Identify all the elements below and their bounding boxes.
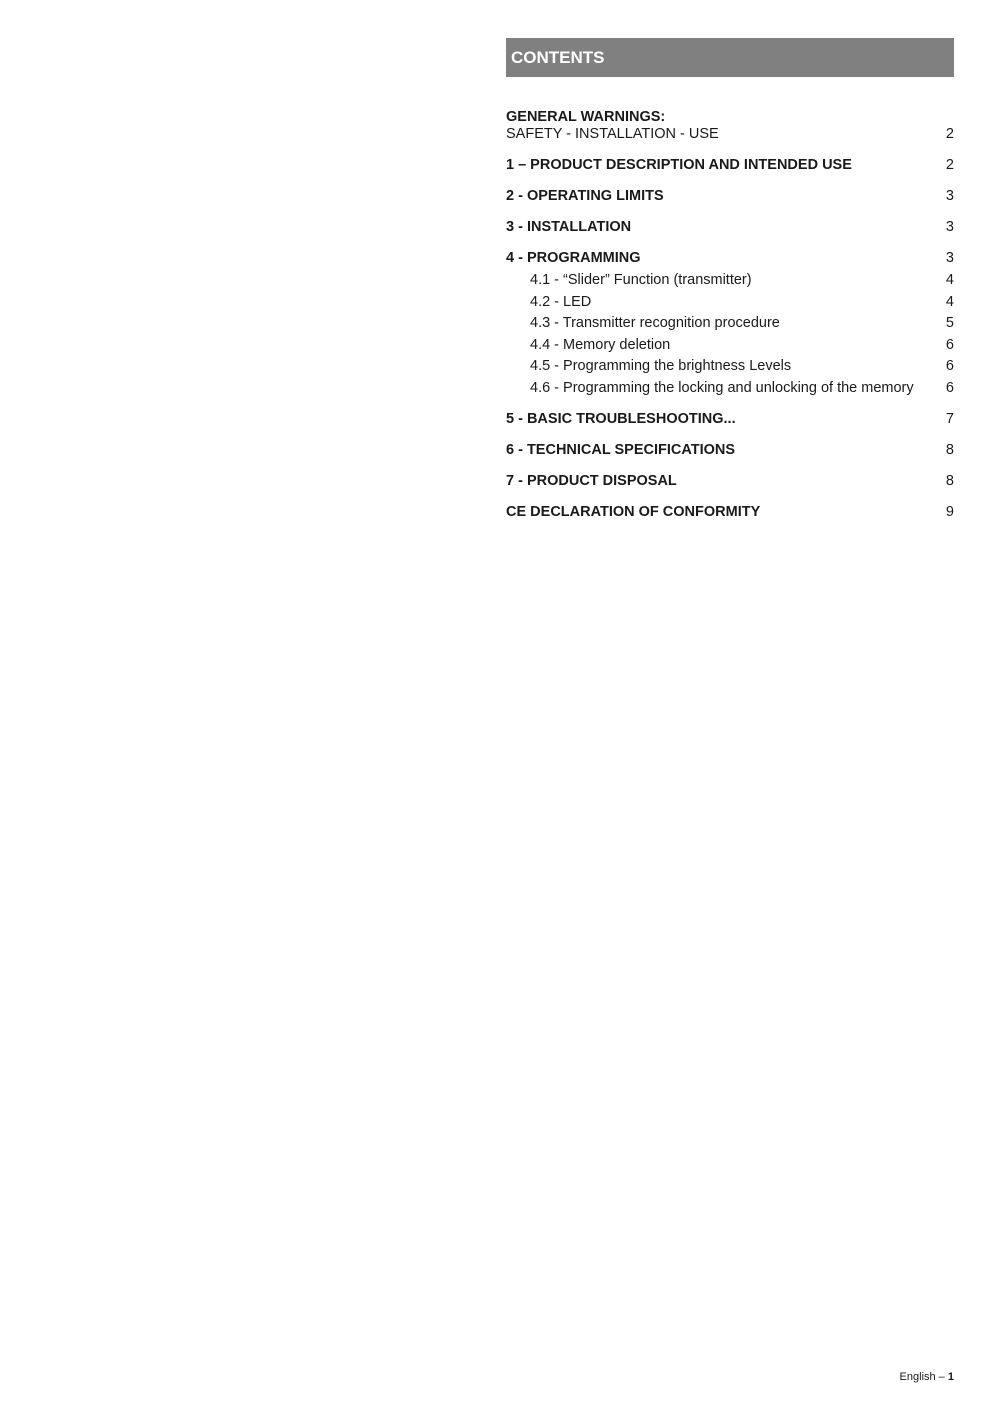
toc-entry-title: 4.2 - LED bbox=[530, 293, 592, 310]
toc-entry-page: 5 bbox=[945, 315, 954, 331]
toc-entry-title: 4.6 - Programming the locking and unlocking of the memory bbox=[530, 379, 914, 396]
toc-entry-page: 6 bbox=[945, 379, 954, 396]
toc-general-warnings-heading[interactable] bbox=[506, 109, 954, 126]
toc-entry-title: 2 - OPERATING LIMITS bbox=[506, 188, 664, 204]
toc-entry-page: 6 bbox=[945, 358, 954, 374]
toc-entry-title: 4.4 - Memory deletion bbox=[530, 336, 671, 353]
contents-header bbox=[506, 38, 954, 77]
toc-entry-title: SAFETY - INSTALLATION - USE bbox=[506, 126, 719, 142]
toc-entry-page: 8 bbox=[945, 441, 954, 458]
footer-language: English – bbox=[899, 1371, 945, 1383]
toc-entry-title: GENERAL WARNINGS: bbox=[506, 109, 666, 125]
toc-section-1[interactable] bbox=[506, 157, 954, 174]
toc-section-6[interactable] bbox=[506, 442, 954, 459]
toc-subsection-4-1[interactable] bbox=[506, 272, 954, 289]
toc-entry-page: 7 bbox=[945, 410, 954, 427]
toc-entry-title: 4.3 - Transmitter recognition procedure bbox=[530, 315, 780, 331]
toc-entry-page: 9 bbox=[945, 503, 954, 520]
toc-section-7[interactable] bbox=[506, 473, 954, 490]
toc-entry-title: 4 - PROGRAMMING bbox=[506, 250, 641, 266]
toc-subsection-4-5[interactable] bbox=[506, 358, 954, 375]
toc-entry-page: 3 bbox=[945, 188, 954, 204]
toc-entry-title: 5 - BASIC TROUBLESHOOTING... bbox=[506, 410, 736, 427]
toc-entry-page: 2 bbox=[945, 126, 954, 142]
table-of-contents bbox=[506, 109, 954, 521]
toc-section-5[interactable] bbox=[506, 411, 954, 428]
toc-entry-page: 4 bbox=[945, 272, 954, 288]
toc-subsection-4-2[interactable] bbox=[506, 294, 954, 311]
toc-entry-page: 2 bbox=[945, 157, 954, 173]
toc-subsection-4-6[interactable] bbox=[506, 380, 954, 397]
toc-entry-title: 4.5 - Programming the brightness Levels bbox=[530, 358, 792, 374]
toc-section-4[interactable] bbox=[506, 250, 954, 267]
toc-entry-title: 7 - PRODUCT DISPOSAL bbox=[506, 472, 677, 489]
toc-entry-page: 3 bbox=[945, 250, 954, 266]
toc-section-3[interactable] bbox=[506, 219, 954, 236]
toc-entry-page: 3 bbox=[945, 219, 954, 235]
toc-entry-title: 3 - INSTALLATION bbox=[506, 219, 632, 235]
toc-section-ce-declaration[interactable] bbox=[506, 504, 954, 521]
toc-entry-title: CE DECLARATION OF CONFORMITY bbox=[506, 503, 761, 520]
toc-entry-page: 8 bbox=[945, 472, 954, 489]
toc-subsection-4-4[interactable] bbox=[506, 337, 954, 354]
toc-general-warnings-row[interactable] bbox=[506, 126, 954, 143]
toc-entry-title: 1 – PRODUCT DESCRIPTION AND INTENDED USE bbox=[506, 157, 852, 173]
footer-page-number: 1 bbox=[947, 1371, 954, 1383]
toc-entry-page: 4 bbox=[945, 293, 954, 310]
toc-entry-page: 6 bbox=[945, 336, 954, 353]
toc-subsection-4-3[interactable] bbox=[506, 315, 954, 332]
toc-entry-title: 6 - TECHNICAL SPECIFICATIONS bbox=[506, 441, 736, 458]
toc-section-2[interactable] bbox=[506, 188, 954, 205]
page-footer bbox=[900, 1371, 954, 1383]
contents-title: CONTENTS bbox=[511, 48, 605, 67]
toc-entry-title: 4.1 - “Slider” Function (transmitter) bbox=[530, 272, 752, 288]
